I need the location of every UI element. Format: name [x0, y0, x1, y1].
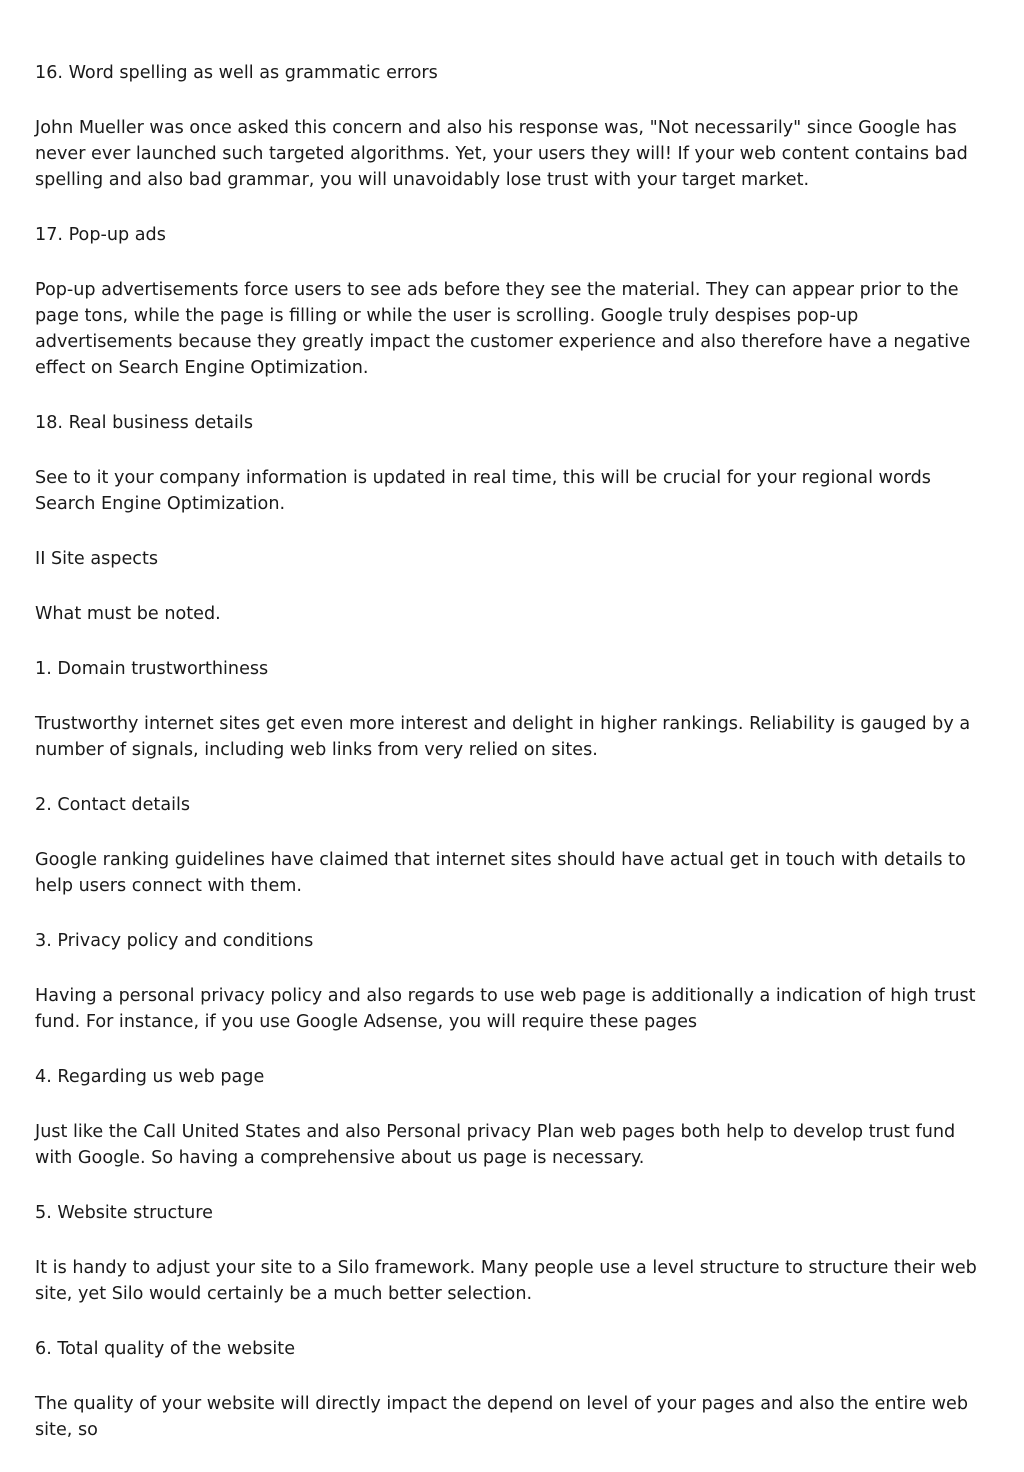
heading-pop-up-ads: 17. Pop-up ads — [35, 225, 166, 245]
heading-contact-details: 2. Contact details — [35, 795, 191, 815]
paragraph-company-information: See to it your company information is updated in real time, this will be crucial for your regional words Search Engine Optimization. — [35, 468, 931, 514]
heading-domain-trustworthiness: 1. Domain trustworthiness — [35, 659, 269, 679]
paragraph-contact-details: Google ranking guidelines have claimed that internet sites should have actual get in touch with details to help users connect with them. — [35, 850, 966, 896]
document-body — [35, 60, 995, 1472]
heading-about-us-page: 4. Regarding us web page — [35, 1067, 265, 1087]
paragraph-about-us-page: Just like the Call United States and also Personal privacy Plan web pages both help to develop trust fund with Google. So having a comprehensive about us page is necessary. — [35, 1122, 956, 1168]
paragraph-total-quality: The quality of your website will directly impact the depend on level of your pages and also the entire web site, so — [35, 1394, 968, 1440]
heading-site-aspects: II Site aspects — [35, 549, 159, 569]
paragraph-website-structure: It is handy to adjust your site to a Silo framework. Many people use a level structure to structure their web site, yet Silo would certainly be a much better selection. — [35, 1258, 977, 1304]
paragraph-john-mueller: John Mueller was once asked this concern and also his response was, "Not necessarily" since Google has never ever launched such targeted algorithms. Yet, your users they will! If your web content contains bad spelling and also bad grammar, you will unavoidably lose trust with your target market. — [35, 118, 968, 190]
heading-privacy-policy: 3. Privacy policy and conditions — [35, 931, 314, 951]
paragraph-what-must-be-noted: What must be noted. — [35, 604, 221, 624]
heading-total-quality: 6. Total quality of the website — [35, 1339, 296, 1359]
paragraph-privacy-policy: Having a personal privacy policy and also regards to use web page is additionally a indication of high trust fund. For instance, if you use Google Adsense, you will require these pages — [35, 986, 976, 1032]
heading-website-structure: 5. Website structure — [35, 1203, 213, 1223]
heading-real-business-details: 18. Real business details — [35, 413, 253, 433]
paragraph-pop-up-ads: Pop-up advertisements force users to see ads before they see the material. They can appear prior to the page tons, while the page is filling or while the user is scrolling. Google truly despises pop-up advertisements because they greatly impact the customer experience and also therefore have a negative effect on Search Engine Optimization. — [35, 280, 971, 378]
heading-word-spelling: 16. Word spelling as well as grammatic errors — [35, 63, 438, 83]
paragraph-trustworthy-sites: Trustworthy internet sites get even more interest and delight in higher rankings. Reliability is gauged by a number of signals, including web links from very relied on sites. — [35, 714, 971, 760]
